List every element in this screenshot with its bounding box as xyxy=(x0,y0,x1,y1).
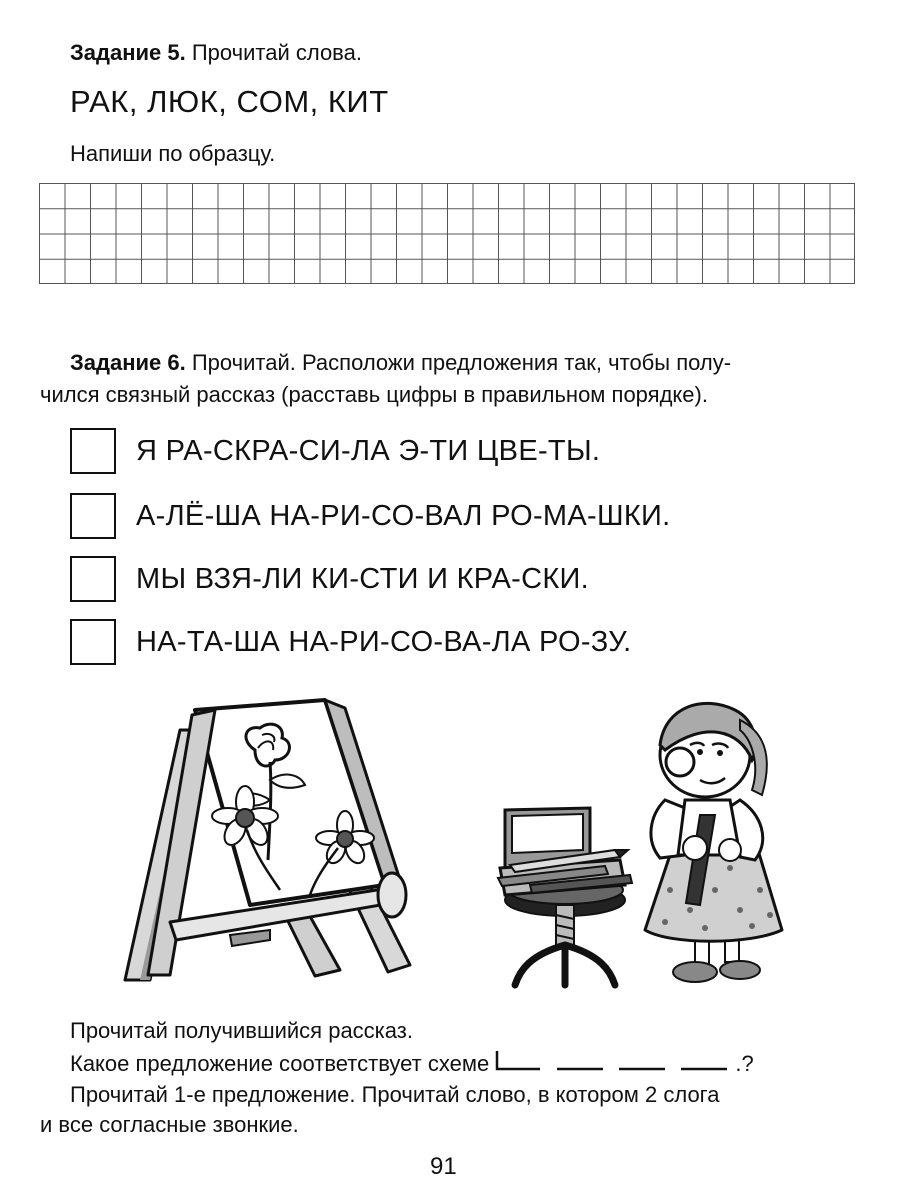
order-box-3[interactable] xyxy=(70,556,116,602)
sentence-row-4 xyxy=(70,616,632,668)
sentence-text-3: МЫ ВЗЯ-ЛИ КИ-СТИ И КРА-СКИ. xyxy=(136,562,590,595)
sentence-row-2 xyxy=(70,490,671,542)
task6-label: Задание 6. xyxy=(70,350,186,375)
question-2-end: .? xyxy=(735,1051,754,1076)
task5-instruction: Прочитай слова. xyxy=(185,40,362,65)
order-box-4[interactable] xyxy=(70,619,116,665)
girl-illustration xyxy=(490,690,790,995)
task5-write-instruction: Напиши по образцу. xyxy=(70,141,276,166)
question-2 xyxy=(70,1049,754,1078)
task6-instruction-line2: чился связный рассказ (расставь цифры в правильном порядке). xyxy=(40,382,708,407)
task5-label: Задание 5. xyxy=(70,40,186,65)
sentence-row-3 xyxy=(70,553,589,605)
task5-heading xyxy=(70,38,362,68)
easel-illustration xyxy=(110,690,430,990)
task6-instruction-line1: Прочитай. Расположи предложения так, чтобы полу- xyxy=(185,350,732,375)
sentence-text-1: Я РА-СКРА-СИ-ЛА Э-ТИ ЦВЕ-ТЫ. xyxy=(136,434,601,467)
question-3-line1: Прочитай 1-е предложение. Прочитай слово, в котором 2 слога xyxy=(70,1082,720,1107)
order-box-2[interactable] xyxy=(70,493,116,539)
writing-grid[interactable] xyxy=(39,183,855,284)
order-box-1[interactable] xyxy=(70,428,116,474)
sentence-scheme xyxy=(495,1049,735,1071)
question-2-text: Какое предложение соответствует схеме xyxy=(70,1051,490,1076)
sentence-text-2: А-ЛЁ-ША НА-РИ-СО-ВАЛ РО-МА-ШКИ. xyxy=(136,499,671,532)
sentence-text-4: НА-ТА-ША НА-РИ-СО-ВА-ЛА РО-ЗУ. xyxy=(136,625,632,658)
question-3-line2: и все согласные звонкие. xyxy=(40,1112,299,1137)
task6-heading xyxy=(70,348,731,378)
page-number: 91 xyxy=(430,1153,457,1180)
task5-words: РАК, ЛЮК, СОМ, КИТ xyxy=(70,84,389,119)
question-1: Прочитай получившийся рассказ. xyxy=(70,1018,413,1043)
sentence-row-1 xyxy=(70,425,600,477)
